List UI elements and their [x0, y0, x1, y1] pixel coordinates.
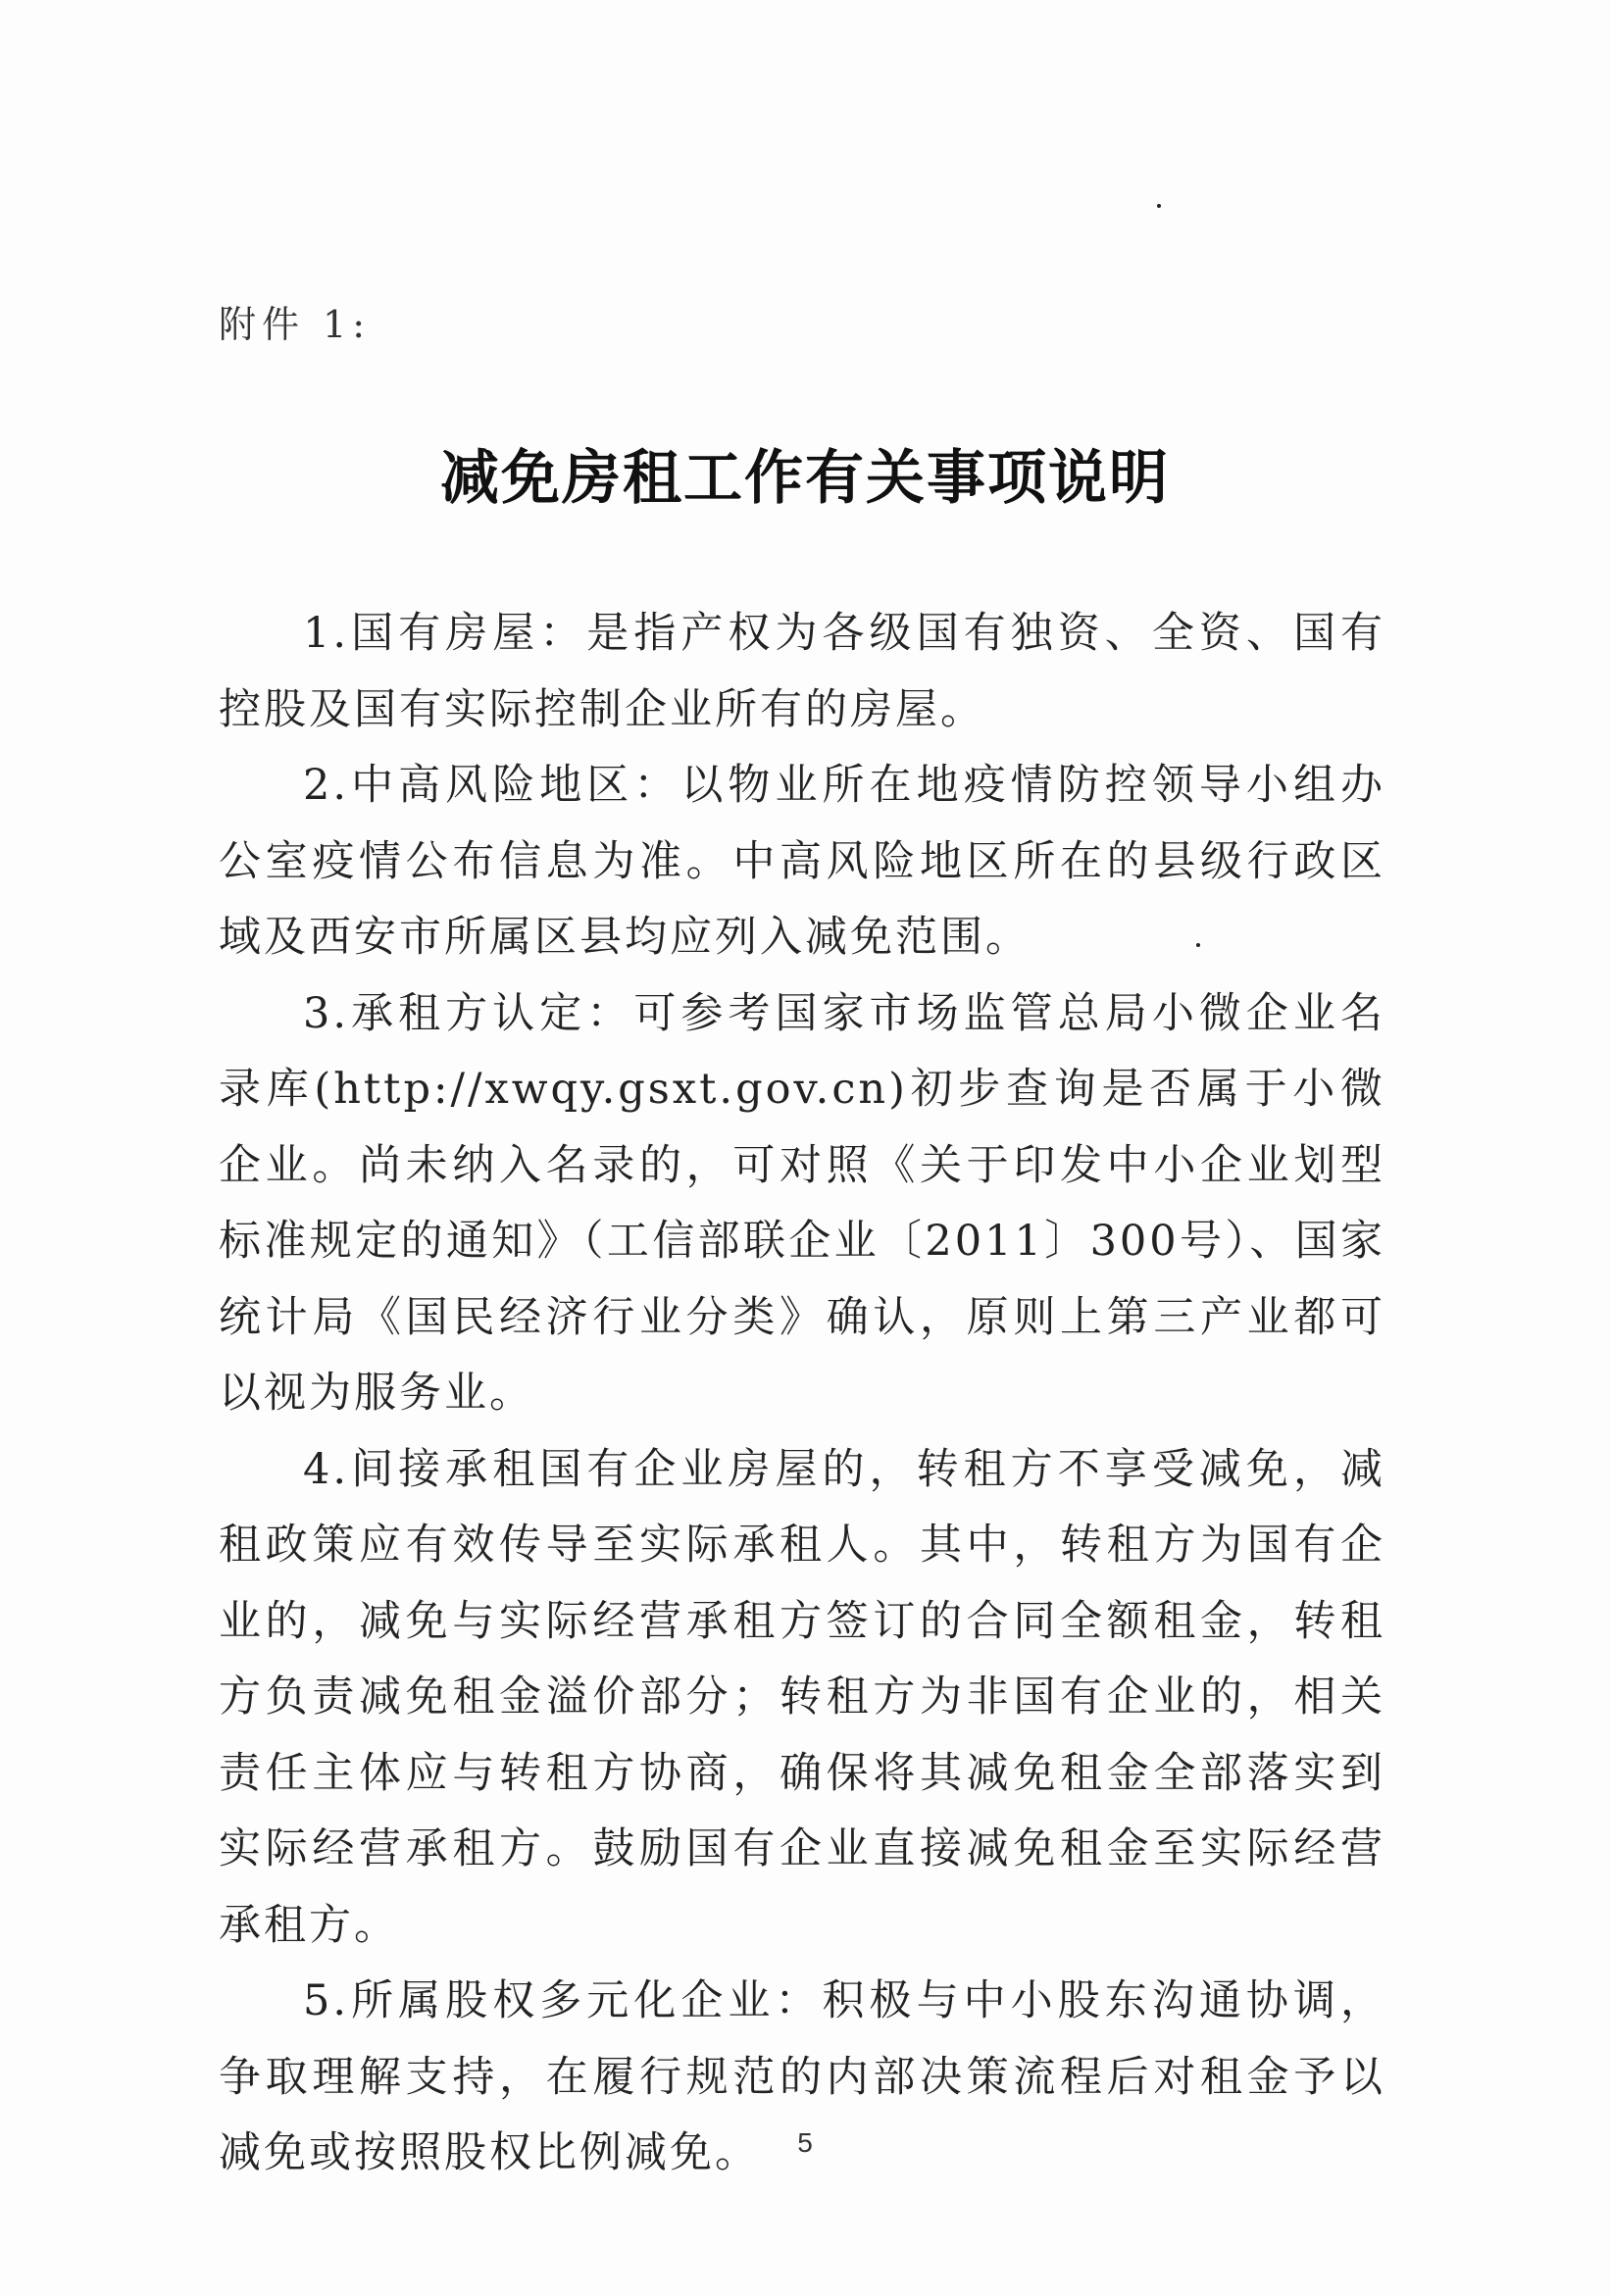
- paragraph-risk-areas: 2.中高风险地区：以物业所在地疫情防控领导小组办公室疫情公布信息为准。中高风险地区所在的县级行政区域及西安市所属区县均应列入减免范围。: [219, 761, 1385, 962]
- paragraph-tenant-identification: 3.承租方认定：可参考国家市场监管总局小微企业名录库(http://xwqy.gsxt.gov.cn)初步查询是否属于小微企业。尚未纳入名录的，可对照《关于印发中小企业划型标准规定的通知》（工信部联企业〔2011〕300号）、国家统计局《国民经济行业分类》确认，原则上第三产业都可以视为服务业。: [219, 988, 1385, 1418]
- paragraph-mixed-ownership: 5.所属股权多元化企业：积极与中小股东沟通协调，争取理解支持，在履行规范的内部决策流程后对租金予以减免或按照股权比例减免。: [219, 1976, 1385, 2177]
- paragraph-indirect-lease: 4.间接承租国有企业房屋的，转租方不享受减免，减租政策应有效传导至实际承租人。其中，转租方为国有企业的，减免与实际经营承租方签订的合同全额租金，转租方负责减免租金溢价部分；转租方为非国有企业的，相关责任主体应与转租方协商，确保将其减免租金全部落实到实际经营承租方。鼓励国有企业直接减免租金至实际经营承租方。: [219, 1444, 1385, 1950]
- scan-speck: [1157, 204, 1161, 208]
- document-body: [219, 596, 1385, 2192]
- paragraph-state-owned-housing: 1.国有房屋：是指产权为各级国有独资、全资、国有控股及国有实际控制企业所有的房屋。: [219, 609, 1385, 734]
- page-number: 5: [797, 2127, 813, 2158]
- document-title: 减免房租工作有关事项说明: [440, 444, 1170, 513]
- attachment-label: 附件 1:: [219, 303, 372, 346]
